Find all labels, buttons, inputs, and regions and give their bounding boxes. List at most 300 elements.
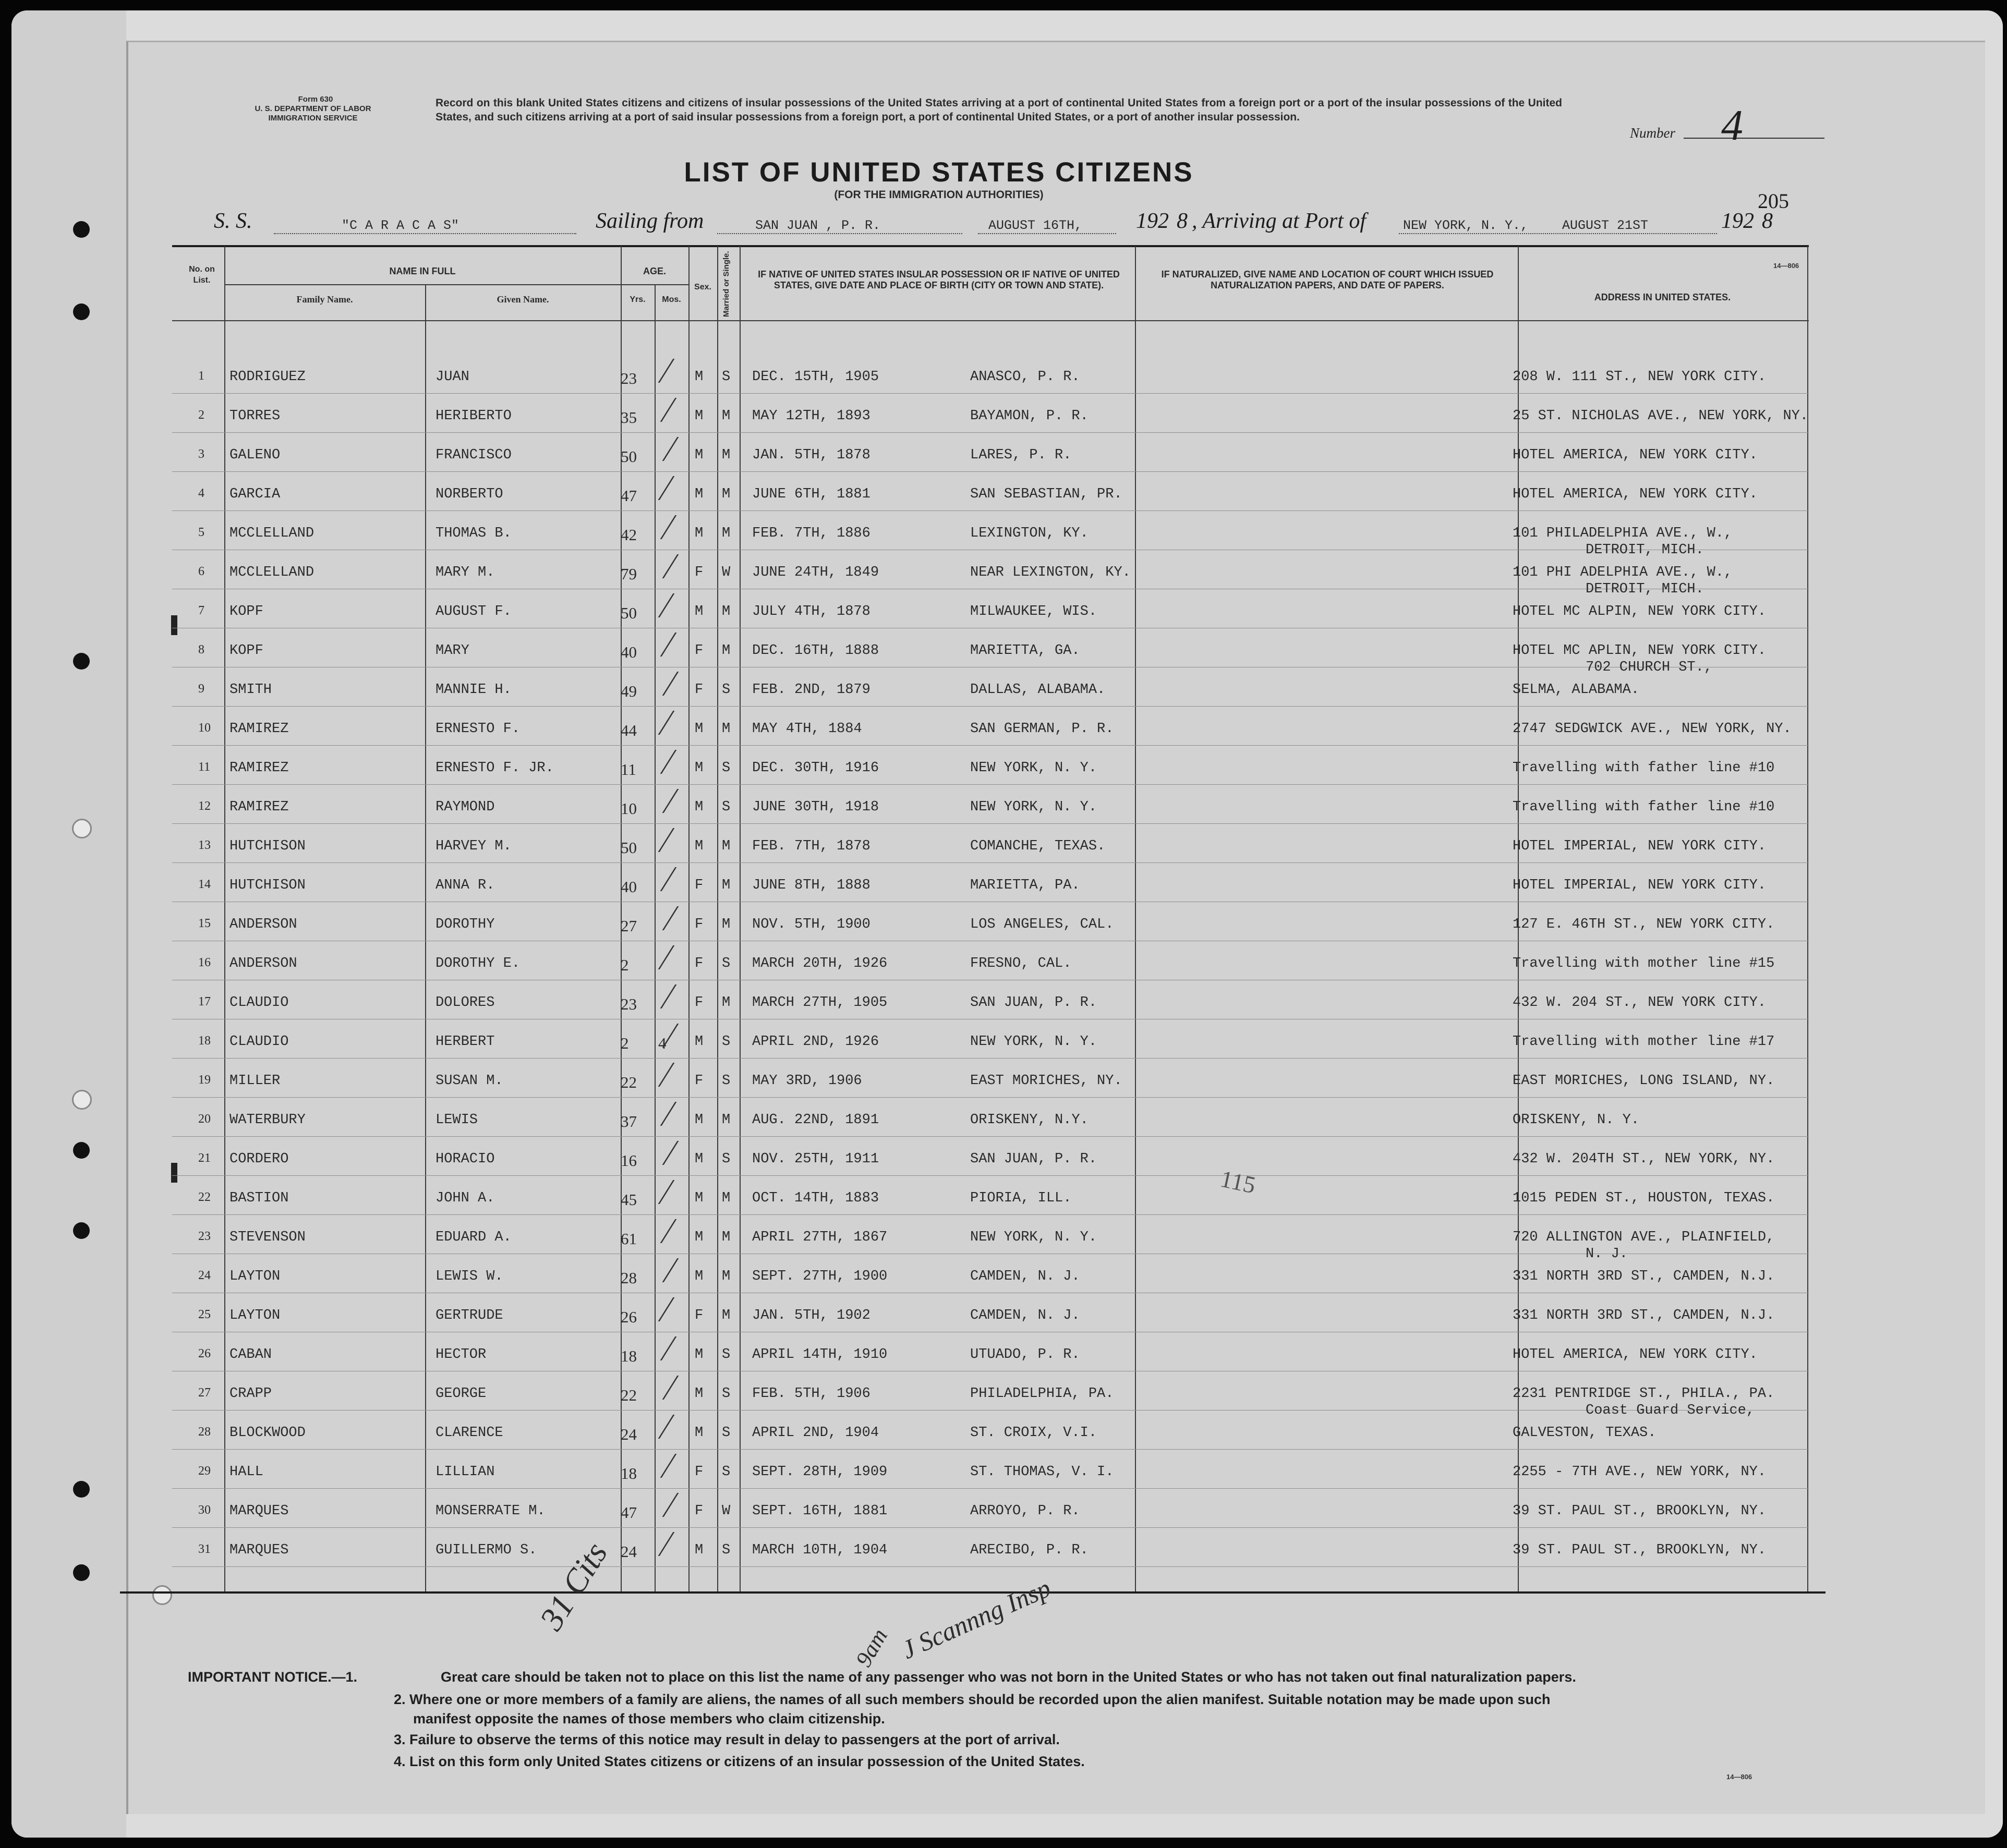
row-rule (172, 1058, 1809, 1059)
row-rule (172, 393, 1809, 394)
col-given-header: Given Name. (497, 294, 549, 305)
birth-date: NOV. 5TH, 1900 (752, 917, 870, 932)
row-rule (172, 510, 1809, 511)
age-years: 11 (621, 760, 636, 779)
row-rule (172, 1410, 1809, 1411)
col-naturalized-header: IF NATURALIZED, GIVE NAME AND LOCATION OF COURT WHICH ISSUED NATURALIZATION PAPERS, AND DATE OF PAPERS. (1161, 269, 1494, 290)
marital-status: W (722, 565, 731, 580)
bottom-form-code: 14—806 (1726, 1773, 1752, 1781)
row-number: 31 (198, 1542, 211, 1556)
sex: M (695, 1112, 704, 1128)
marital-status: M (722, 878, 731, 893)
birth-place: NEW YORK, N. Y. (970, 760, 1097, 776)
age-years: 16 (621, 1151, 637, 1170)
birth-date: JAN. 5TH, 1902 (752, 1308, 870, 1323)
given-name: THOMAS B. (436, 526, 512, 541)
marital-status: S (722, 1034, 731, 1050)
row-number: 14 (198, 878, 211, 891)
birth-place: MILWAUKEE, WIS. (970, 604, 1097, 619)
given-name: GERTRUDE (436, 1308, 503, 1323)
age-years: 40 (621, 878, 637, 896)
marital-status: W (722, 1503, 731, 1519)
birth-place: CAMDEN, N. J. (970, 1269, 1080, 1284)
sailing-date: AUGUST 16TH, (988, 218, 1083, 233)
marital-status: M (722, 1269, 731, 1284)
family-name: KOPF (229, 643, 263, 659)
notice-heading: IMPORTANT NOTICE.—1. (188, 1669, 358, 1685)
address-line-1: 127 E. 46TH ST., NEW YORK CITY. (1513, 917, 1775, 932)
number-label: Number (1630, 125, 1675, 141)
birth-place: UTUADO, P. R. (970, 1347, 1080, 1363)
given-name: ERNESTO F. (436, 721, 521, 737)
handwritten-count: 31 Cits (532, 1536, 615, 1637)
notice-item-2-cont: manifest opposite the names of those members who claim citizenship. (413, 1711, 885, 1727)
row-number: 3 (198, 447, 204, 461)
sex: M (695, 1347, 704, 1363)
table-top-rule (172, 245, 1809, 247)
row-number: 21 (198, 1151, 211, 1165)
address-line-1: 331 NORTH 3RD ST., CAMDEN, N.J. (1513, 1308, 1775, 1323)
family-name: GARCIA (229, 487, 281, 502)
row-number: 27 (198, 1386, 211, 1400)
row-rule (172, 1136, 1809, 1137)
sex: F (695, 643, 704, 659)
row-rule (172, 862, 1809, 863)
family-name: MCCLELLAND (229, 565, 315, 580)
binder-hole (73, 1142, 90, 1159)
col-line (717, 246, 718, 1592)
marital-status: S (722, 1464, 731, 1480)
col-line (1135, 246, 1136, 1592)
address-line-1: 25 ST. NICHOLAS AVE., NEW YORK, NY. (1513, 408, 1809, 424)
given-name: RAYMOND (436, 799, 495, 815)
marital-status: M (722, 995, 731, 1011)
binder-hole (73, 303, 90, 320)
age-years: 2 (621, 956, 629, 974)
col-family-header: Family Name. (296, 294, 353, 305)
given-name: EDUARD A. (436, 1230, 512, 1245)
col-name-header: NAME IN FULL (389, 266, 456, 276)
row-number: 24 (198, 1269, 211, 1282)
birth-date: FEB. 2ND, 1879 (752, 682, 870, 698)
address-line-1: HOTEL AMERICA, NEW YORK CITY. (1513, 487, 1758, 502)
birth-date: AUG. 22ND, 1891 (752, 1112, 879, 1128)
address-line-1: EAST MORICHES, LONG ISLAND, NY. (1513, 1073, 1775, 1089)
row-number: 6 (198, 565, 204, 578)
row-rule (172, 745, 1809, 746)
address-line-1: 720 ALLINGTON AVE., PLAINFIELD, (1513, 1230, 1775, 1245)
col-no-header: No. on List. (189, 265, 215, 285)
birth-place: ARROYO, P. R. (970, 1503, 1080, 1519)
row-number: 10 (198, 721, 211, 735)
family-name: GALENO (229, 447, 281, 463)
address-line-1: HOTEL IMPERIAL, NEW YORK CITY. (1513, 878, 1767, 893)
address-line-1: 1015 PEDEN ST., HOUSTON, TEXAS. (1513, 1190, 1775, 1206)
ss-label: S. S. (214, 209, 252, 233)
age-years: 37 (621, 1112, 637, 1130)
sex: M (695, 526, 704, 541)
given-name: DOLORES (436, 995, 495, 1011)
family-name: HALL (229, 1464, 263, 1480)
sex: M (695, 1542, 704, 1558)
ship-name: "C A R A C A S" (342, 218, 460, 233)
row-number: 8 (198, 643, 204, 656)
number-value: 4 (1721, 101, 1743, 150)
family-name: MARQUES (229, 1503, 289, 1519)
notice-item-1: Great care should be taken not to place on this list the name of any passenger who was not born in the United States or who has not taken out final naturalization papers. (441, 1669, 1576, 1685)
birth-date: NOV. 25TH, 1911 (752, 1151, 879, 1167)
age-years: 50 (621, 604, 637, 622)
row-number: 11 (198, 760, 211, 774)
family-name: LAYTON (229, 1308, 281, 1323)
address-line-1: 39 ST. PAUL ST., BROOKLYN, NY. (1513, 1542, 1767, 1558)
birth-date: JULY 4TH, 1878 (752, 604, 870, 619)
birth-place: EAST MORICHES, NY. (970, 1073, 1122, 1089)
row-rule (172, 1175, 1809, 1176)
binder-hole (73, 653, 90, 670)
given-name: MONSERRATE M. (436, 1503, 546, 1519)
sex: M (695, 760, 704, 776)
given-name: NORBERTO (436, 487, 503, 502)
marital-status: S (722, 760, 731, 776)
address-line-1: Travelling with father line #10 (1513, 799, 1775, 815)
birth-place: LEXINGTON, KY. (970, 526, 1089, 541)
address-line-1: 331 NORTH 3RD ST., CAMDEN, N.J. (1513, 1269, 1775, 1284)
sex: M (695, 1269, 704, 1284)
birth-place: SAN JUAN, P. R. (970, 1151, 1097, 1167)
birth-date: SEPT. 28TH, 1909 (752, 1464, 888, 1480)
age-years: 28 (621, 1269, 637, 1287)
marital-status: M (722, 1230, 731, 1245)
given-name: MARY M. (436, 565, 495, 580)
given-name: GEORGE (436, 1386, 487, 1402)
row-number: 26 (198, 1347, 211, 1360)
department-name: U. S. DEPARTMENT OF LABOR (255, 104, 371, 113)
birth-place: NEAR LEXINGTON, KY. (970, 565, 1131, 580)
given-name: HORACIO (436, 1151, 495, 1167)
binder-hole (73, 221, 90, 238)
age-years: 23 (621, 369, 637, 387)
marital-status: M (722, 1112, 731, 1128)
age-years: 35 (621, 408, 637, 427)
birth-place: LOS ANGELES, CAL. (970, 917, 1114, 932)
sex: M (695, 1151, 704, 1167)
col-line (740, 246, 741, 1592)
sex: M (695, 1386, 704, 1402)
birth-date: MARCH 10TH, 1904 (752, 1542, 888, 1558)
birth-date: MARCH 20TH, 1926 (752, 956, 888, 971)
address-line-1: 2231 PENTRIDGE ST., PHILA., PA. (1513, 1386, 1775, 1402)
age-years: 61 (621, 1230, 637, 1248)
table-bottom-rule (120, 1591, 1825, 1594)
row-number: 9 (198, 682, 204, 696)
number-line (1684, 138, 1824, 139)
birth-date: MARCH 27TH, 1905 (752, 995, 888, 1011)
birth-place: ST. CROIX, V.I. (970, 1425, 1097, 1441)
marital-status: M (722, 1190, 731, 1206)
address-line-2: N. J. (1586, 1246, 1628, 1262)
birth-place: SAN JUAN, P. R. (970, 995, 1097, 1011)
sex: F (695, 917, 704, 932)
birth-place: SAN SEBASTIAN, PR. (970, 487, 1122, 502)
row-rule (172, 784, 1809, 785)
form-number: Form 630 (298, 95, 333, 104)
birth-place: BAYAMON, P. R. (970, 408, 1089, 424)
birth-place: CAMDEN, N. J. (970, 1308, 1080, 1323)
row-number: 7 (198, 604, 204, 617)
birth-date: JUNE 30TH, 1918 (752, 799, 879, 815)
given-name: HARVEY M. (436, 838, 512, 854)
marital-status: M (722, 838, 731, 854)
row-rule (172, 1527, 1809, 1528)
age-years: 40 (621, 643, 637, 661)
birth-date: DEC. 16TH, 1888 (752, 643, 879, 659)
sex: M (695, 604, 704, 619)
age-years: 18 (621, 1464, 637, 1482)
sex: F (695, 1464, 704, 1480)
row-rule (172, 706, 1809, 707)
address-line-1: Travelling with mother line #17 (1513, 1034, 1775, 1050)
sex: F (695, 565, 704, 580)
col-line (688, 246, 690, 1592)
row-number: 15 (198, 917, 211, 930)
birth-date: MAY 3RD, 1906 (752, 1073, 862, 1089)
sex: M (695, 447, 704, 463)
notice-item-2: 2. Where one or more members of a family are aliens, the names of all such members should be recorded upon the alien manifest. Suitable notation may be made upon such (394, 1692, 1551, 1707)
family-name: MARQUES (229, 1542, 289, 1558)
given-name: JOHN A. (436, 1190, 495, 1206)
birth-date: SEPT. 27TH, 1900 (752, 1269, 888, 1284)
age-years: 26 (621, 1308, 637, 1326)
address-line-1: 2747 SEDGWICK AVE., NEW YORK, NY. (1513, 721, 1792, 737)
row-number: 29 (198, 1464, 211, 1478)
given-name: CLARENCE (436, 1425, 503, 1441)
age-years: 45 (621, 1190, 637, 1209)
family-name: STEVENSON (229, 1230, 306, 1245)
arriving-label: , Arriving at Port of (1192, 209, 1367, 233)
birth-date: APRIL 2ND, 1904 (752, 1425, 879, 1441)
family-name: CORDERO (229, 1151, 289, 1167)
family-name: BASTION (229, 1190, 289, 1206)
address-line-1: Travelling with father line #10 (1513, 760, 1775, 776)
birth-date: FEB. 7TH, 1878 (752, 838, 870, 854)
notice-item-4: 4. List on this form only United States citizens or citizens of an insular possession of the United States. (394, 1754, 1085, 1769)
sex: M (695, 369, 704, 385)
col-sex-header: Sex. (694, 283, 711, 291)
family-name: LAYTON (229, 1269, 281, 1284)
row-number: 18 (198, 1034, 211, 1048)
given-name: HERIBERTO (436, 408, 512, 424)
birth-place: COMANCHE, TEXAS. (970, 838, 1106, 854)
birth-place: NEW YORK, N. Y. (970, 1034, 1097, 1050)
sail-year-suffix: 8 (1177, 209, 1188, 233)
col-mos-header: Mos. (662, 295, 681, 304)
family-name: BLOCKWOOD (229, 1425, 306, 1441)
col-line (1807, 246, 1808, 1592)
row-number: 30 (198, 1503, 211, 1517)
age-months: 4 (658, 1034, 667, 1052)
age-years: 50 (621, 838, 637, 857)
birth-date: SEPT. 16TH, 1881 (752, 1503, 888, 1519)
col-line (425, 284, 426, 1592)
marital-status: M (722, 721, 731, 737)
birth-place: ST. THOMAS, V. I. (970, 1464, 1114, 1480)
family-name: RAMIREZ (229, 760, 289, 776)
age-years: 49 (621, 682, 637, 700)
family-name: RAMIREZ (229, 799, 289, 815)
top-form-code: 14—806 (1773, 262, 1799, 270)
row-rule (172, 1097, 1809, 1098)
given-name: GUILLERMO S. (436, 1542, 537, 1558)
marital-status: S (722, 799, 731, 815)
sex: F (695, 995, 704, 1011)
sex: M (695, 838, 704, 854)
marital-status: M (722, 487, 731, 502)
age-years: 79 (621, 565, 637, 583)
age-years: 22 (621, 1073, 637, 1091)
col-line (224, 246, 225, 1592)
age-years: 47 (621, 1503, 637, 1522)
address-line-2: Coast Guard Service, (1586, 1403, 1755, 1418)
birth-place: PHILADELPHIA, PA. (970, 1386, 1114, 1402)
row-number: 25 (198, 1308, 211, 1321)
row-number: 20 (198, 1112, 211, 1126)
family-name: CRAPP (229, 1386, 272, 1402)
age-years: 24 (621, 1425, 637, 1443)
address-line-1: HOTEL MC ALPIN, NEW YORK CITY. (1513, 604, 1767, 619)
col-birth-header: IF NATIVE OF UNITED STATES INSULAR POSSESSION OR IF NATIVE OF UNITED STATES, GIVE DATE AND PLACE OF BIRTH (CITY OR TOWN AND STATE). (758, 269, 1120, 290)
marital-status: S (722, 369, 731, 385)
birth-place: ARECIBO, P. R. (970, 1542, 1089, 1558)
birth-date: JUNE 24TH, 1849 (752, 565, 879, 580)
family-name: SMITH (229, 682, 272, 698)
age-years: 10 (621, 799, 637, 818)
binder-hole (72, 1090, 92, 1110)
binder-mark (171, 615, 177, 635)
birth-date: MAY 12TH, 1893 (752, 408, 870, 424)
address-line-2: DETROIT, MICH. (1586, 581, 1704, 597)
address-line-2: DETROIT, MICH. (1586, 542, 1704, 558)
family-name: HUTCHISON (229, 878, 306, 893)
binder-hole (73, 1481, 90, 1498)
address-line-1: HOTEL MC APLIN, NEW YORK CITY. (1513, 643, 1767, 659)
address-line-1: 432 W. 204TH ST., NEW YORK, NY. (1513, 1151, 1775, 1167)
family-name: WATERBURY (229, 1112, 306, 1128)
sex: M (695, 721, 704, 737)
age-years: 44 (621, 721, 637, 739)
row-number: 16 (198, 956, 211, 969)
page-number: 205 (1758, 189, 1789, 213)
age-years: 2 (621, 1034, 629, 1052)
address-line-1: HOTEL AMERICA, NEW YORK CITY. (1513, 447, 1758, 463)
birth-date: MAY 4TH, 1884 (752, 721, 862, 737)
service-name: IMMIGRATION SERVICE (268, 114, 358, 123)
family-name: CABAN (229, 1347, 272, 1363)
marital-status: M (722, 643, 731, 659)
family-name: CLAUDIO (229, 1034, 289, 1050)
row-number: 17 (198, 995, 211, 1008)
age-years: 27 (621, 917, 637, 935)
binder-hole (73, 1222, 90, 1239)
row-number: 23 (198, 1230, 211, 1243)
arrival-date: AUGUST 21ST (1562, 218, 1649, 233)
birth-place: MARIETTA, GA. (970, 643, 1080, 659)
binder-margin (11, 10, 126, 1838)
family-name: KOPF (229, 604, 263, 619)
sail-year-prefix: 192 (1136, 209, 1169, 233)
row-number: 4 (198, 487, 204, 500)
arrive-year-suffix: 8 (1762, 209, 1773, 233)
birth-place: PIORIA, ILL. (970, 1190, 1072, 1206)
stamp-number: 115 (1218, 1165, 1258, 1199)
birth-date: APRIL 14TH, 1910 (752, 1347, 888, 1363)
birth-date: DEC. 15TH, 1905 (752, 369, 879, 385)
binder-hole (72, 819, 92, 838)
page-subtitle: (FOR THE IMMIGRATION AUTHORITIES) (834, 189, 1044, 201)
given-name: ERNESTO F. JR. (436, 760, 554, 776)
col-age-header: AGE. (643, 266, 666, 276)
arrival-port: NEW YORK, N. Y., (1403, 218, 1529, 233)
address-line-1: HOTEL IMPERIAL, NEW YORK CITY. (1513, 838, 1767, 854)
address-line-1: GALVESTON, TEXAS. (1513, 1425, 1657, 1441)
address-line-1: Travelling with mother line #15 (1513, 956, 1775, 971)
birth-date: OCT. 14TH, 1883 (752, 1190, 879, 1206)
birth-date: JUNE 6TH, 1881 (752, 487, 870, 502)
family-name: MILLER (229, 1073, 281, 1089)
row-rule (172, 1214, 1809, 1215)
sex: F (695, 1308, 704, 1323)
address-line-1: ORISKENY, N. Y. (1513, 1112, 1640, 1128)
given-name: LILLIAN (436, 1464, 495, 1480)
sex: M (695, 1190, 704, 1206)
row-rule (172, 823, 1809, 824)
col-yrs-header: Yrs. (630, 295, 646, 304)
marital-status: M (722, 917, 731, 932)
given-name: HERBERT (436, 1034, 495, 1050)
sex: M (695, 799, 704, 815)
binder-mark (171, 1163, 177, 1183)
address-line-1: 101 PHI ADELPHIA AVE., W., (1513, 565, 1733, 580)
birth-place: ANASCO, P. R. (970, 369, 1080, 385)
family-name: RAMIREZ (229, 721, 289, 737)
row-number: 5 (198, 526, 204, 539)
address-line-1: SELMA, ALABAMA. (1513, 682, 1640, 698)
family-name: MCCLELLAND (229, 526, 315, 541)
address-line-1: HOTEL AMERICA, NEW YORK CITY. (1513, 1347, 1758, 1363)
age-years: 22 (621, 1386, 637, 1404)
birth-place: NEW YORK, N. Y. (970, 1230, 1097, 1245)
from-line (717, 233, 962, 234)
address-line-1: 39 ST. PAUL ST., BROOKLYN, NY. (1513, 1503, 1767, 1519)
given-name: DOROTHY (436, 917, 495, 932)
ship-line (274, 233, 576, 234)
sex: F (695, 878, 704, 893)
col-married-header: Married or Single. (722, 251, 731, 317)
age-years: 50 (621, 447, 637, 466)
marital-status: S (722, 1151, 731, 1167)
sex: F (695, 1503, 704, 1519)
row-rule (172, 432, 1809, 433)
sex: M (695, 487, 704, 502)
birth-date: JUNE 8TH, 1888 (752, 878, 870, 893)
col-address-header: ADDRESS IN UNITED STATES. (1594, 292, 1731, 302)
marital-status: M (722, 604, 731, 619)
binder-hole (73, 1564, 90, 1581)
family-name: HUTCHISON (229, 838, 306, 854)
sailing-port: SAN JUAN , P. R. (755, 218, 881, 233)
sex: M (695, 1425, 704, 1441)
inspector-signature: J Scannng Insp (897, 1573, 1055, 1665)
